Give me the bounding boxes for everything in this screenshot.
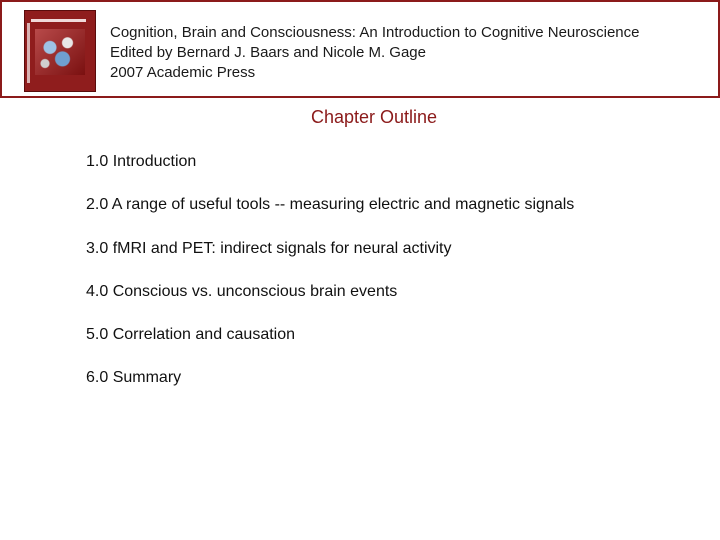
cover-illustration (35, 29, 85, 75)
book-title: Cognition, Brain and Consciousness: An Introduction to Cognitive Neuroscience (110, 24, 640, 41)
book-info (110, 23, 639, 83)
chapter-outline-heading: Chapter Outline (310, 107, 438, 127)
chapter-outline-list (86, 152, 574, 412)
book-editors: Edited by Bernard J. Baars and Nicole M. Gage (110, 44, 426, 61)
outline-item: 3.0 fMRI and PET: indirect signals for neural activity (86, 239, 452, 257)
book-cover-image (24, 10, 96, 92)
cover-title-band (31, 19, 86, 22)
book-header (0, 0, 720, 98)
outline-item: 4.0 Conscious vs. unconscious brain events (86, 282, 398, 300)
outline-item: 1.0 Introduction (86, 153, 197, 170)
outline-item: 6.0 Summary (86, 369, 182, 387)
cover-spine (27, 23, 30, 83)
book-publisher: 2007 Academic Press (110, 64, 256, 81)
outline-item: 2.0 A range of useful tools -- measuring electric and magnetic signals (86, 196, 575, 214)
outline-item: 5.0 Correlation and causation (86, 326, 296, 344)
